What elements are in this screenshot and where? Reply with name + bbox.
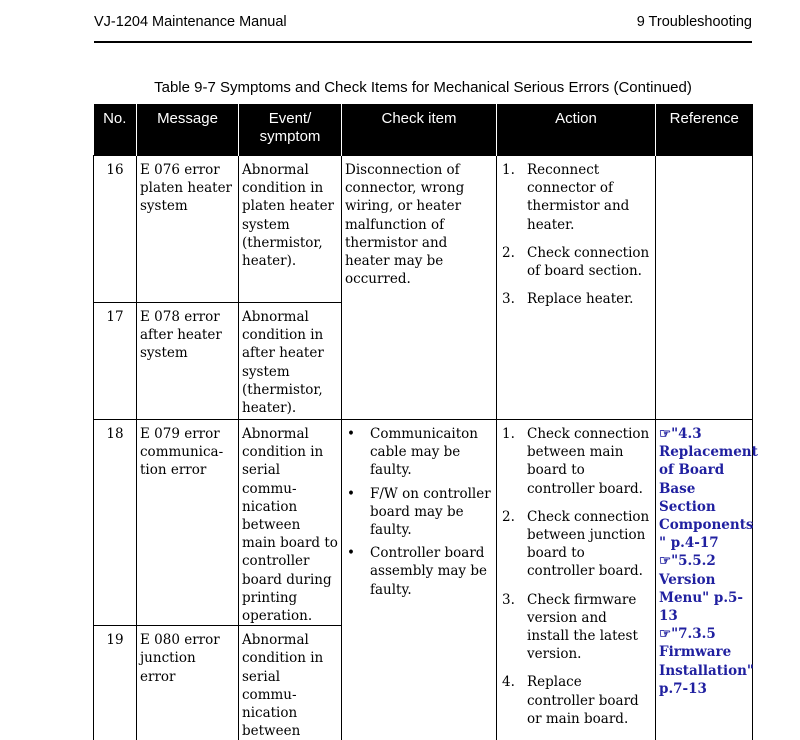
reference-link[interactable]: ☞"4.3 Replacement of Board Base Section Components " p.4-17 xyxy=(659,425,749,552)
header-rule xyxy=(94,41,752,43)
col-event: Event/ symptom xyxy=(239,104,342,156)
check-list xyxy=(345,425,493,599)
row-no: 18 xyxy=(94,420,137,626)
action-item: 2. Check connection of board section. xyxy=(500,244,652,280)
row-event: Abnormal condition in after heater system (thermistor, heater). xyxy=(239,303,342,420)
manual-title: VJ-1204 Maintenance Manual xyxy=(94,14,287,30)
action-item: 3. Check firmware version and install the latest version. xyxy=(500,591,652,664)
check-cell xyxy=(342,156,497,420)
action-item: 2. Check connection between junction board to controller board. xyxy=(500,508,652,581)
action-item: 4. Replace controller board or main board. xyxy=(500,673,652,728)
row-event: Abnormal condition in platen heater system (thermistor, heater). xyxy=(239,156,342,303)
table-header-row xyxy=(94,104,753,156)
col-check: Check item xyxy=(342,104,497,156)
action-cell xyxy=(497,156,656,420)
row-message: E 076 error platen heater system xyxy=(137,156,239,303)
col-no: No. xyxy=(94,104,137,156)
col-message: Message xyxy=(137,104,239,156)
reference-cell xyxy=(656,420,753,740)
section-title: 9 Troubleshooting xyxy=(637,14,752,30)
row-message: E 078 error after heater system xyxy=(137,303,239,420)
check-item: • Controller board assembly may be faulty. xyxy=(345,544,493,599)
check-text: Disconnection of connector, wrong wiring, or heater malfunction of thermistor and heater may be occurred. xyxy=(345,162,464,287)
errors-table xyxy=(93,104,753,740)
row-event: Abnormal condition in serial commu-nication between xyxy=(239,626,342,740)
action-list xyxy=(500,161,652,308)
action-item: 3. Replace heater. xyxy=(500,290,652,308)
check-item: • F/W on controller board may be faulty. xyxy=(345,485,493,540)
action-list xyxy=(500,425,652,728)
action-item: 1. Reconnect connector of thermistor and heater. xyxy=(500,161,652,234)
row-no: 19 xyxy=(94,626,137,740)
action-item: 1. Check connection between main board to controller board. xyxy=(500,425,652,498)
table-row xyxy=(94,420,753,626)
reference-link[interactable]: ☞"5.5.2 Version Menu" p.5-13 xyxy=(659,552,749,625)
check-cell xyxy=(342,420,497,740)
row-event: Abnormal condition in serial commu-nication between main board to controller board during printing operation. xyxy=(239,420,342,626)
row-no: 17 xyxy=(94,303,137,420)
table-row xyxy=(94,156,753,303)
reference-link[interactable]: ☞"7.3.5 Firmware Installation" p.7-13 xyxy=(659,625,749,698)
row-no: 16 xyxy=(94,156,137,303)
col-reference: Reference xyxy=(656,104,753,156)
row-message: E 079 error communica-tion error xyxy=(137,420,239,626)
page-header xyxy=(0,0,800,44)
reference-cell xyxy=(656,156,753,420)
table-caption: Table 9-7 Symptoms and Check Items for Mechanical Serious Errors (Continued) xyxy=(0,79,800,96)
row-message: E 080 error junction error xyxy=(137,626,239,740)
col-action: Action xyxy=(497,104,656,156)
action-cell xyxy=(497,420,656,740)
check-item: • Communicaiton cable may be faulty. xyxy=(345,425,493,480)
